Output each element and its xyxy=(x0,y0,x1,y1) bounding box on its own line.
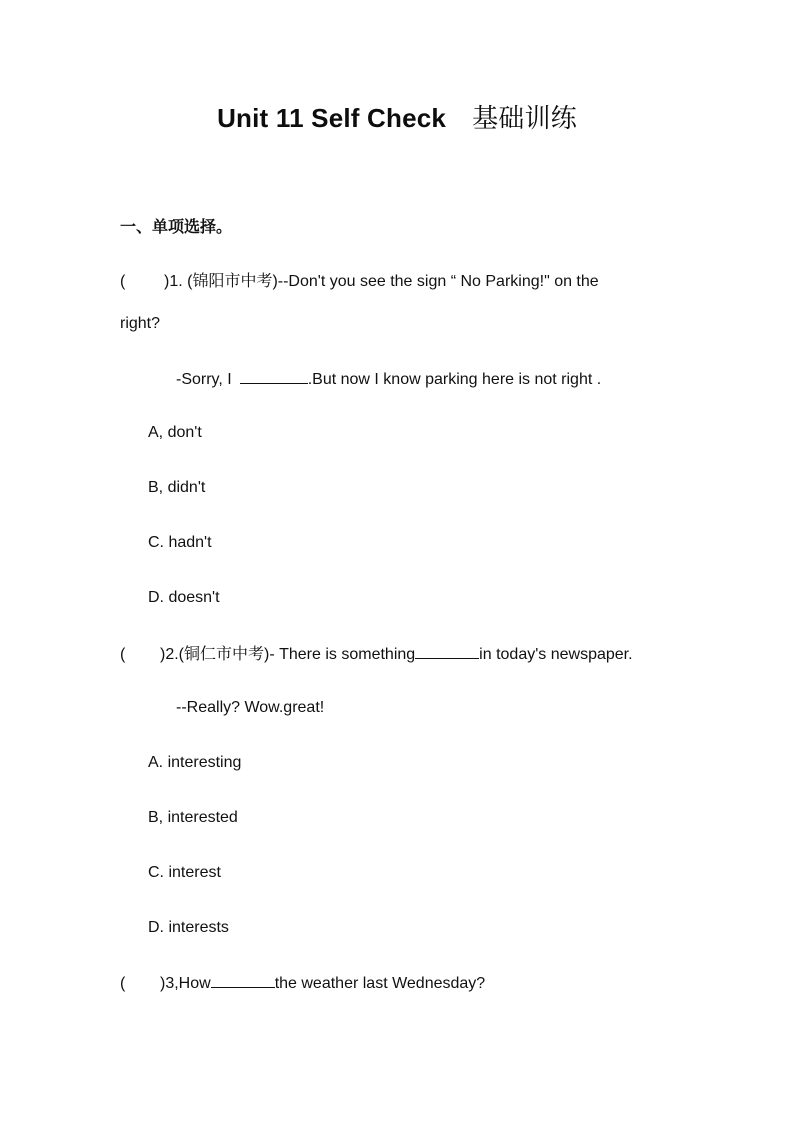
title-chinese: 基础训练 xyxy=(472,104,577,134)
section-heading: 一、单项选择。 xyxy=(120,219,233,236)
question-2-option-b: B, interested xyxy=(148,809,238,826)
question-2-option-a: A. interesting xyxy=(148,754,242,771)
answer-bracket: ( xyxy=(120,975,126,992)
question-2-option-c: C. interest xyxy=(148,864,221,881)
question-2-reply: --Really? Wow.great! xyxy=(176,699,325,716)
question-1-reply: -Sorry, I .But now I know parking here is not right . xyxy=(176,371,602,388)
fill-in-blank xyxy=(240,369,308,384)
answer-bracket: ( xyxy=(120,646,126,663)
question-1-text: )1. (锦阳市中考)--Don't you see the sign “ No Parking!" on the xyxy=(164,273,599,290)
fill-in-blank xyxy=(211,973,275,988)
question-1-option-c: C. hadn't xyxy=(148,534,212,551)
fill-in-blank xyxy=(415,644,479,659)
question-2-stem: ( )2.(铜仁市中考)- There is something in today's newspaper. xyxy=(120,646,633,663)
question-1-option-d: D. doesn't xyxy=(148,589,220,606)
question-3-stem: ( )3,How the weather last Wednesday? xyxy=(120,975,486,992)
question-1-stem-continued: right? xyxy=(120,315,161,332)
page-title xyxy=(0,98,794,135)
question-1-option-b: B, didn't xyxy=(148,479,206,496)
question-1-stem xyxy=(120,272,599,292)
question-1-option-a: A, don't xyxy=(148,424,202,441)
question-2-option-d: D. interests xyxy=(148,919,229,936)
answer-bracket: ( xyxy=(120,273,126,290)
title-english: Unit 11 Self Check xyxy=(217,103,447,133)
